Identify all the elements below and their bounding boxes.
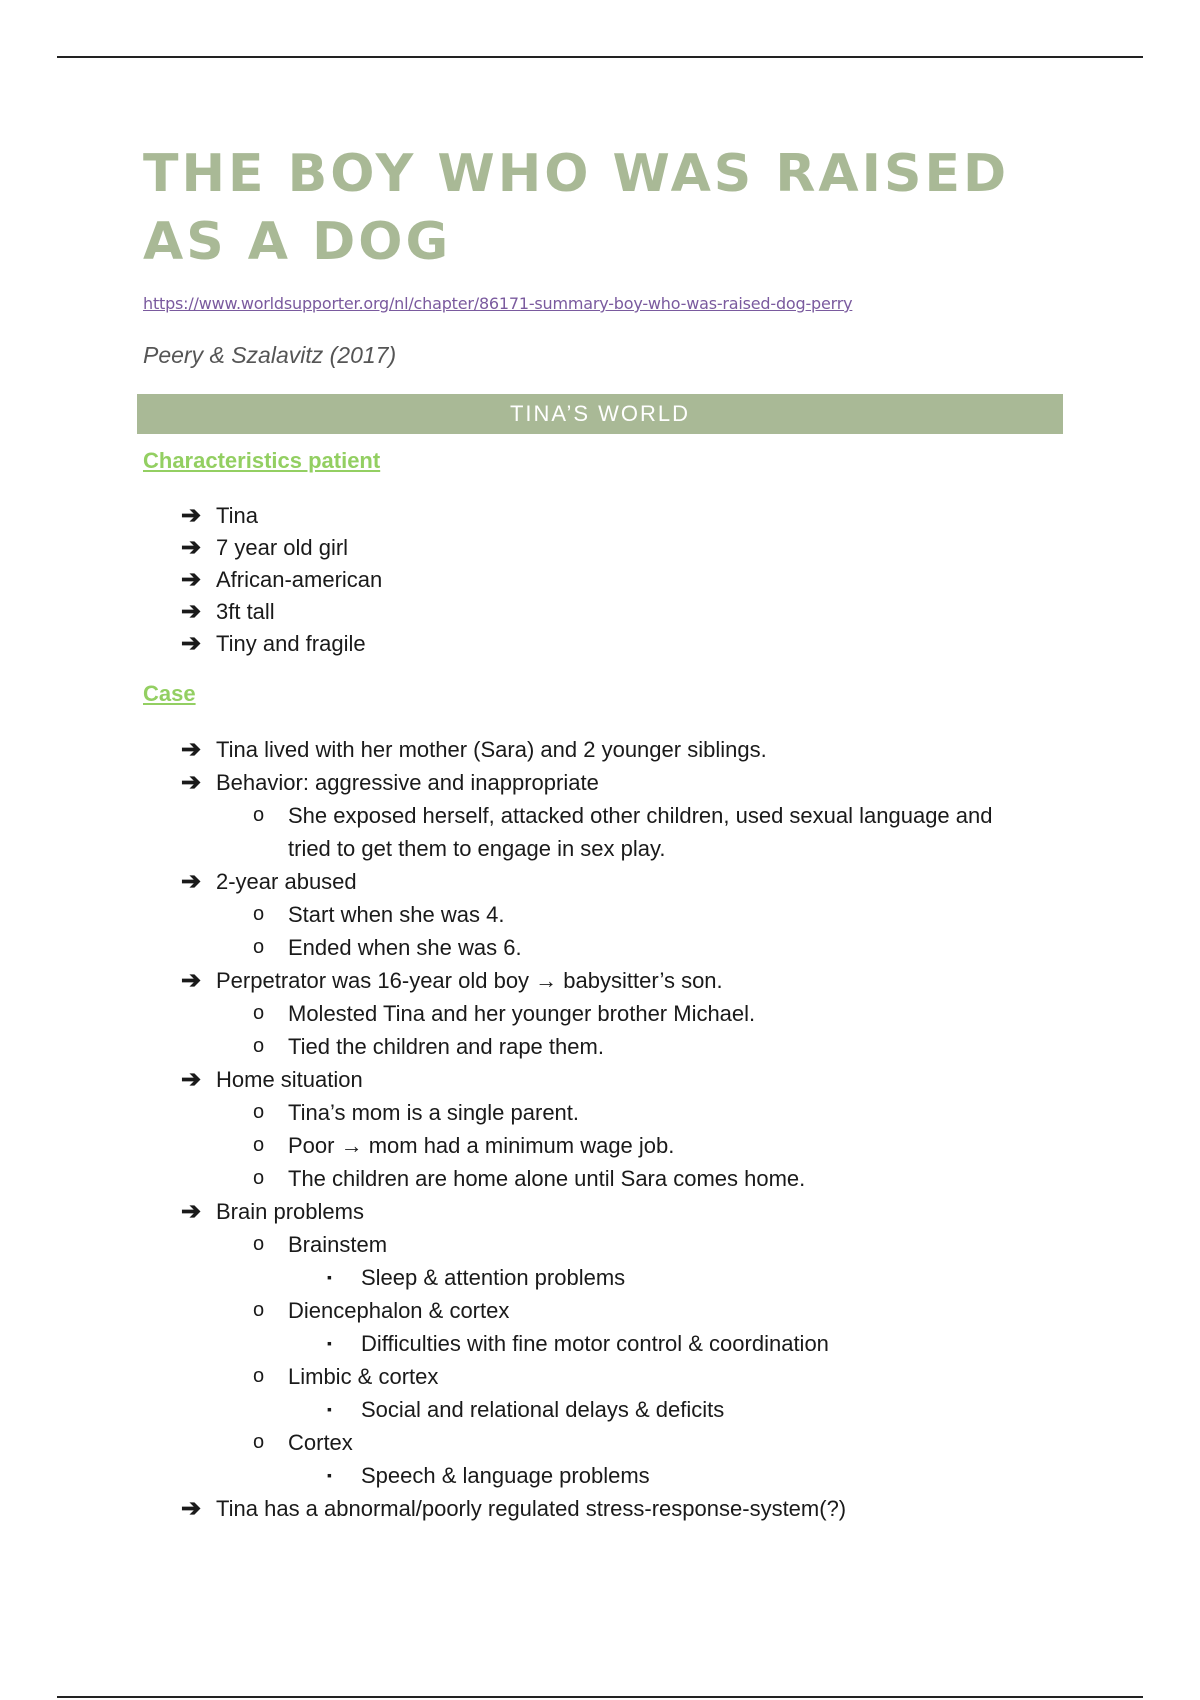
- sub-list-item: [0, 931, 1028, 964]
- circle-bullet-icon: o: [253, 1101, 265, 1123]
- source-link[interactable]: https://www.worldsupporter.org/nl/chapter/86171-summary-boy-who-was-raised-dog-perry: [143, 294, 853, 313]
- arrow-bullet-icon: ➔: [181, 769, 202, 796]
- arrow-bullet-icon: ➔: [181, 566, 202, 593]
- bottom-rule: [57, 1696, 1143, 1698]
- sub-list-item: [0, 1294, 1028, 1327]
- list-item: [0, 500, 382, 532]
- sub-list-item: [0, 1030, 1028, 1063]
- arrow-bullet-icon: ➔: [181, 1495, 202, 1522]
- arrow-bullet-icon: ➔: [181, 598, 202, 625]
- circle-bullet-icon: o: [253, 1035, 265, 1057]
- sub-list-item: [0, 1360, 1028, 1393]
- list-item-text: Tied the children and rape them.: [288, 1034, 604, 1059]
- top-rule: [57, 56, 1143, 58]
- list-item-text: Start when she was 4.: [288, 902, 505, 927]
- list-item: [0, 1492, 1028, 1525]
- list-item: [0, 1063, 1028, 1096]
- circle-bullet-icon: o: [253, 1134, 265, 1156]
- list-item: [0, 532, 382, 564]
- list-item: [0, 1195, 1028, 1228]
- list-item-text: Brainstem: [288, 1232, 388, 1257]
- list-item: [0, 596, 382, 628]
- list-item-text: 3ft tall: [216, 599, 275, 624]
- list-item-text: Home situation: [216, 1067, 363, 1092]
- section-title: TINA’S WORLD: [509, 401, 691, 426]
- sub-sub-list-item: [0, 1261, 1028, 1294]
- list-item-text: Ended when she was 6.: [288, 935, 522, 960]
- list-item-text: Diencephalon & cortex: [288, 1298, 510, 1323]
- list-item: [0, 564, 382, 596]
- list-item-text: Perpetrator was 16-year old boy → babysitter’s son.: [216, 968, 723, 993]
- square-bullet-icon: ▪: [327, 1401, 332, 1417]
- list-item: [0, 733, 1028, 766]
- list-item-text: Behavior: aggressive and inappropriate: [216, 770, 599, 795]
- authors-citation: Peery & Szalavitz (2017): [143, 342, 397, 368]
- list-item-text: Tiny and fragile: [216, 631, 366, 656]
- sub-list-item: [0, 898, 1028, 931]
- list-item: [0, 766, 1028, 799]
- circle-bullet-icon: o: [253, 1002, 265, 1024]
- list-item-text: Tina’s mom is a single parent.: [288, 1100, 580, 1125]
- sub-list-item: [0, 1228, 1028, 1261]
- square-bullet-icon: ▪: [327, 1335, 332, 1351]
- list-item-text: 7 year old girl: [216, 535, 349, 560]
- square-bullet-icon: ▪: [327, 1269, 332, 1285]
- list-item-text: 2-year abused: [216, 869, 357, 894]
- sub-sub-list-item: [0, 1459, 1028, 1492]
- list-item-text: Cortex: [288, 1430, 353, 1455]
- list-item-text: Speech & language problems: [361, 1463, 650, 1488]
- list-item-text: Social and relational delays & deficits: [361, 1397, 725, 1422]
- circle-bullet-icon: o: [253, 1365, 265, 1387]
- circle-bullet-icon: o: [253, 804, 265, 826]
- list-item-text: Sleep & attention problems: [361, 1265, 626, 1290]
- arrow-bullet-icon: ➔: [181, 868, 202, 895]
- arrow-bullet-icon: ➔: [181, 1198, 202, 1225]
- arrow-bullet-icon: ➔: [181, 534, 202, 561]
- circle-bullet-icon: o: [253, 1431, 265, 1453]
- sub-list-item: [0, 799, 1028, 865]
- arrow-bullet-icon: ➔: [181, 967, 202, 994]
- characteristics-list: [0, 500, 382, 660]
- list-item: [0, 865, 1028, 898]
- sub-list-item: [0, 997, 1028, 1030]
- arrow-bullet-icon: ➔: [181, 630, 202, 657]
- sub-list-item: [0, 1162, 1028, 1195]
- sub-sub-list-item: [0, 1327, 1028, 1360]
- circle-bullet-icon: o: [253, 936, 265, 958]
- list-item-text: Poor → mom had a minimum wage job.: [288, 1133, 675, 1158]
- list-item-text: Tina lived with her mother (Sara) and 2 younger siblings.: [216, 737, 767, 762]
- list-item-text: African-american: [216, 567, 383, 592]
- sub-sub-list-item: [0, 1393, 1028, 1426]
- sub-list-item: [0, 1129, 1028, 1162]
- case-list: [0, 733, 1028, 1525]
- arrow-bullet-icon: ➔: [181, 736, 202, 763]
- circle-bullet-icon: o: [253, 1233, 265, 1255]
- characteristics-heading: Characteristics patient: [143, 448, 381, 473]
- section-header-band: [137, 394, 1063, 434]
- case-heading: Case: [143, 681, 196, 706]
- arrow-bullet-icon: ➔: [181, 502, 202, 529]
- circle-bullet-icon: o: [253, 1299, 265, 1321]
- arrow-bullet-icon: ➔: [181, 1066, 202, 1093]
- list-item-text: Molested Tina and her younger brother Michael.: [288, 1001, 756, 1026]
- list-item-text: The children are home alone until Sara comes home.: [288, 1166, 806, 1191]
- sub-list-item: [0, 1096, 1028, 1129]
- square-bullet-icon: ▪: [327, 1467, 332, 1483]
- circle-bullet-icon: o: [253, 903, 265, 925]
- document-title: THE BOY WHO WAS RAISED AS A DOG: [143, 144, 1010, 272]
- list-item: [0, 964, 1028, 997]
- list-item-text: Difficulties with fine motor control & coordination: [361, 1331, 829, 1356]
- list-item-text: Brain problems: [216, 1199, 364, 1224]
- sub-list-item: [0, 1426, 1028, 1459]
- list-item: [0, 628, 382, 660]
- list-item-text: Tina: [216, 503, 258, 528]
- list-item-text: Tina has a abnormal/poorly regulated stress-response-system(?): [216, 1496, 847, 1521]
- circle-bullet-icon: o: [253, 1167, 265, 1189]
- list-item-text: Limbic & cortex: [288, 1364, 439, 1389]
- list-item-text: She exposed herself, attacked other children, used sexual language and tried to get them to engage in sex play.: [288, 803, 993, 861]
